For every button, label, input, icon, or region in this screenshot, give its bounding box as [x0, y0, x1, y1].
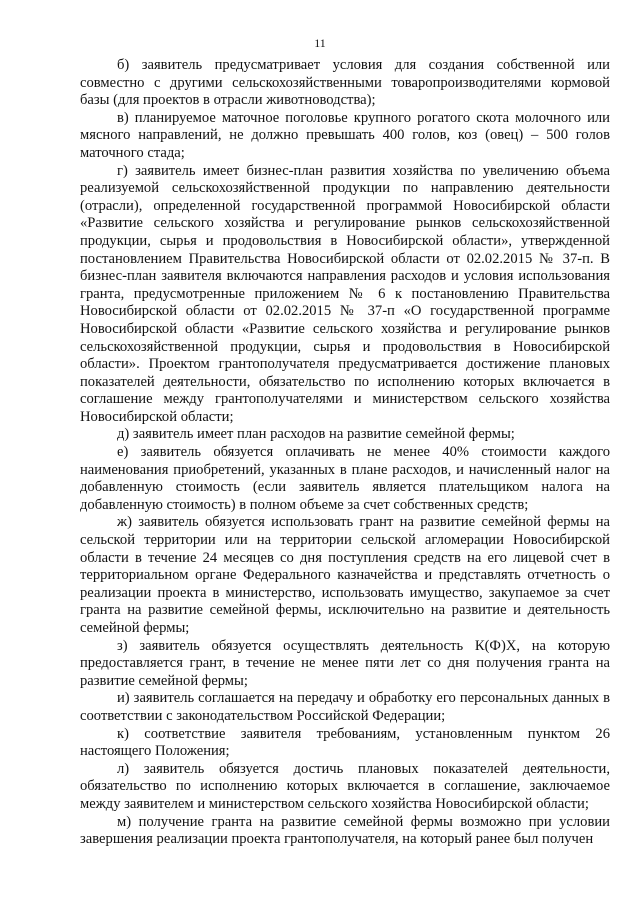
paragraph-l: л) заявитель обязуется достичь плановых показателей деятельности, обязательство по исполнению которых включается в соглашение, заключаемое между заявителем и министерством сельского хозяйства Новосибирской области;: [80, 760, 610, 812]
page-number: 11: [314, 36, 326, 50]
document-body: [80, 57, 610, 849]
paragraph-m: м) получение гранта на развитие семейной фермы возможно при условии завершения реализации проекта грантополучателя, на который ранее был получен: [80, 813, 610, 848]
paragraph-d: д) заявитель имеет план расходов на развитие семейной фермы;: [117, 426, 515, 443]
paragraph-g: г) заявитель имеет бизнес-план развития хозяйства по увеличению объема реализуемой сельскохозяйственной продукции по направлению деятельности (отрасли), определенной государственной программой Новосибирской области «Развитие сельского хозяйства и регулирование рынков сельскохозяйственной продукции, сырья и продовольствия в Новосибирской области», утвержденной постановлением Правительства Новосибирской области от 02.02.2015 № 37-п. В бизнес-план заявителя включаются направления расходов и условия использования гранта, предусмотренные приложением № 6 к постановлению Правительства Новосибирской области от 02.02.2015 № 37-п «О государственной программе Новосибирской области «Развитие сельского хозяйства и регулирование рынков сельскохозяйственной продукции, сырья и продовольствия в Новосибирской области». Проектом грантополучателя предусматривается достижение плановых показателей деятельности, обязательство по исполнению которых включается в соглашение между грантополучателями и министерством сельского хозяйства Новосибирской области;: [80, 162, 610, 425]
paragraph-k: к) соответствие заявителя требованиям, установленным пунктом 26 настоящего Положения;: [80, 725, 610, 760]
paragraph-e: е) заявитель обязуется оплачивать не менее 40% стоимости каждого наименования приобретений, указанных в плане расходов, и начисленный налог на добавленную стоимость (если заявитель является плательщиком налога на добавленную стоимость) в полном объеме за счет собственных средств;: [80, 444, 610, 513]
paragraph-b: б) заявитель предусматривает условия для создания собственной или совместно с другими сельскохозяйственными товаропроизводителями кормовой базы (для проектов в отрасли животноводства);: [80, 57, 610, 109]
paragraph-i: и) заявитель соглашается на передачу и обработку его персональных данных в соответствии с законодательством Российской Федерации;: [80, 690, 610, 724]
paragraph-z: з) заявитель обязуется осуществлять деятельность К(Ф)Х, на которую предоставляется грант, в течение не менее пяти лет со дня получения гранта на развитие семейной фермы;: [80, 637, 610, 689]
paragraph-zh: ж) заявитель обязуется использовать грант на развитие семейной фермы на сельской территории или на территории сельской агломерации Новосибирской области в течение 24 месяцев со дня поступления средств на его лицевой счет в территориальном органе Федерального казначейства и представлять отчетность о реализации проекта в министерство, использовать имущество, закупаемое за счет гранта на развитие семейной фермы, исключительно на развитие и деятельность семейной фермы;: [80, 514, 610, 636]
paragraph-v: в) планируемое маточное поголовье крупного рогатого скота молочного или мясного направлений, не должно превышать 400 голов, коз (овец) – 500 голов маточного стада;: [80, 109, 610, 161]
